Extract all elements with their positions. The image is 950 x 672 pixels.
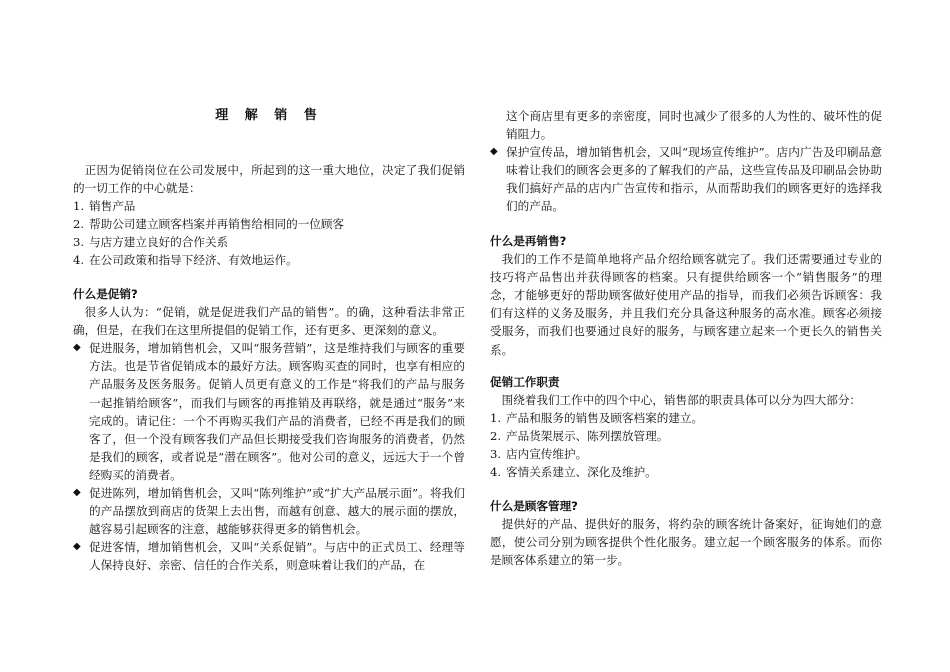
duty-text: 店内宣传维护。: [506, 447, 588, 462]
promo-section: [73, 285, 465, 575]
customer-management-section: [490, 497, 882, 569]
intro-paragraph: 正因为促销岗位在公司发展中，所起到的这一重大地位，决定了我们促销的一切工作的中心就是：: [73, 163, 465, 196]
bullet-text: 促进服务，增加销售机会，又叫“服务营销”，这是维持我们与顾客的重要方法。也是节省促销成本的最好方法。顾客购买查的同时，也享有相应的产品服务及医务服务。促销人员更有意义的工作是“将我们的产品与服务一起推销给顾客”，而我们与顾客的再推销及再联络，就是通过“服务”来完成的。请记住：一个不再购买我们产品的消费者，已经不再是我们的顾客了，但一个没有顾客我们产品但长期接受我们咨询服务的消费者，仍然是我们的顾客，或者说是“潜在顾客”。他对公司的意义，远远大于一个曾经购买的消费者。: [89, 341, 465, 482]
resale-section: [490, 232, 882, 359]
goal-text: 在公司政策和指导下经济、有效地运作。: [89, 253, 298, 268]
goal-item: [73, 215, 465, 233]
goal-number: 4.: [73, 253, 85, 268]
resale-heading: 什么是再销售?: [490, 234, 567, 248]
bullet-item: [73, 538, 465, 574]
customer-management-paragraph: 提供好的产品、提供好的服务，将约杂的顾客统计备案好，征询她们的意愿，使公司分别为顾客提供个性化服务。建立起一个顾客服务的体系。而你是顾客体系建立的第一步。: [490, 517, 882, 568]
duty-item: [490, 427, 882, 445]
duty-number: 2.: [490, 429, 502, 444]
diamond-bullet-icon: ◆: [73, 342, 81, 354]
duties-heading: 促销工作职责: [490, 375, 560, 389]
goal-text: 帮助公司建立顾客档案并再销售给相同的一位顾客: [89, 217, 345, 232]
duty-text: 产品和服务的销售及顾客档案的建立。: [506, 411, 704, 426]
goal-number: 2.: [73, 217, 85, 232]
bullet-item: [73, 484, 465, 538]
duty-item: [490, 445, 882, 463]
duty-number: 1.: [490, 411, 502, 426]
diamond-bullet-icon: ◆: [73, 487, 81, 499]
duty-text: 产品货架展示、陈列摆放管理。: [506, 429, 669, 444]
bullet-text: 保护宣传品，增加销售机会，又叫“现场宣传维护”。店内广告及印刷品意味着让我们的顾客会更多的了解我们的产品，这些宣传品及印刷品会协助我们搞好产品的店内广告宣传和指示，从而帮助我们的顾客更好的选择我们的产品。: [506, 145, 882, 214]
duty-number: 4.: [490, 465, 502, 480]
goal-number: 1.: [73, 199, 85, 214]
duty-item: [490, 409, 882, 427]
goal-item: [73, 233, 465, 251]
page-title: 理 解 销 售: [215, 108, 323, 123]
customer-management-heading: 什么是顾客管理?: [490, 499, 578, 513]
promo-heading: 什么是促销?: [73, 287, 138, 301]
duty-item: [490, 463, 882, 481]
bullet-text: 促进客情，增加销售机会，又叫“关系促销”。与店中的正式员工、经理等人保持良好、亲密、信任的合作关系，则意味着让我们的产品，在: [89, 540, 465, 573]
duties-intro: 围绕着我们工作中的四个中心，销售部的职责具体可以分为四大部分：: [501, 393, 862, 408]
intro-section: [73, 161, 465, 270]
duty-text: 客情关系建立、深化及维护。: [506, 465, 657, 480]
bullet-item: [490, 143, 882, 215]
resale-paragraph: 我们的工作不是简单地将产品介绍给顾客就完了。我们还需要通过专业的技巧将产品售出并获得顾客的档案。只有提供给顾客一个“销售服务”的理念，才能够更好的帮助顾客做好使用产品的指导，而我们必须告诉顾客：我们有这样的义务及服务，并且我们充分具备这种服务的高水准。顾客必须接受服务，而我们也要通过良好的服务，与顾客建立起来一个更长久的销售关系。: [490, 252, 882, 357]
promo-intro: 很多人认为：“促销，就是促进我们产品的销售”。的确，这种看法非常正确，但是，在我们在这里所提倡的促销工作，还有更多、更深刻的意义。: [73, 305, 465, 338]
duties-section: [490, 373, 882, 482]
goal-item: [73, 197, 465, 215]
goal-text: 销售产品: [89, 199, 136, 214]
diamond-bullet-icon: ◆: [73, 541, 81, 553]
goal-item: [73, 251, 465, 269]
duty-number: 3.: [490, 447, 502, 462]
bullet-text: 促进陈列，增加销售机会，又叫“陈列维护”或“扩大产品展示面”。将我们的产品摆放到商店的货架上去出售，而越有创意、越大的展示面的摆放，越容易引起顾客的注意，越能够获得更多的销售机会。: [89, 486, 465, 537]
diamond-bullet-icon: ◆: [490, 146, 498, 158]
goal-number: 3.: [73, 235, 85, 250]
bullet-item: [73, 339, 465, 484]
continued-paragraph: 这个商店里有更多的亲密度，同时也减少了很多的人为性的、破坏性的促销阻力。: [506, 109, 882, 142]
continued-section: [490, 107, 882, 216]
goal-text: 与店方建立良好的合作关系: [89, 235, 229, 250]
